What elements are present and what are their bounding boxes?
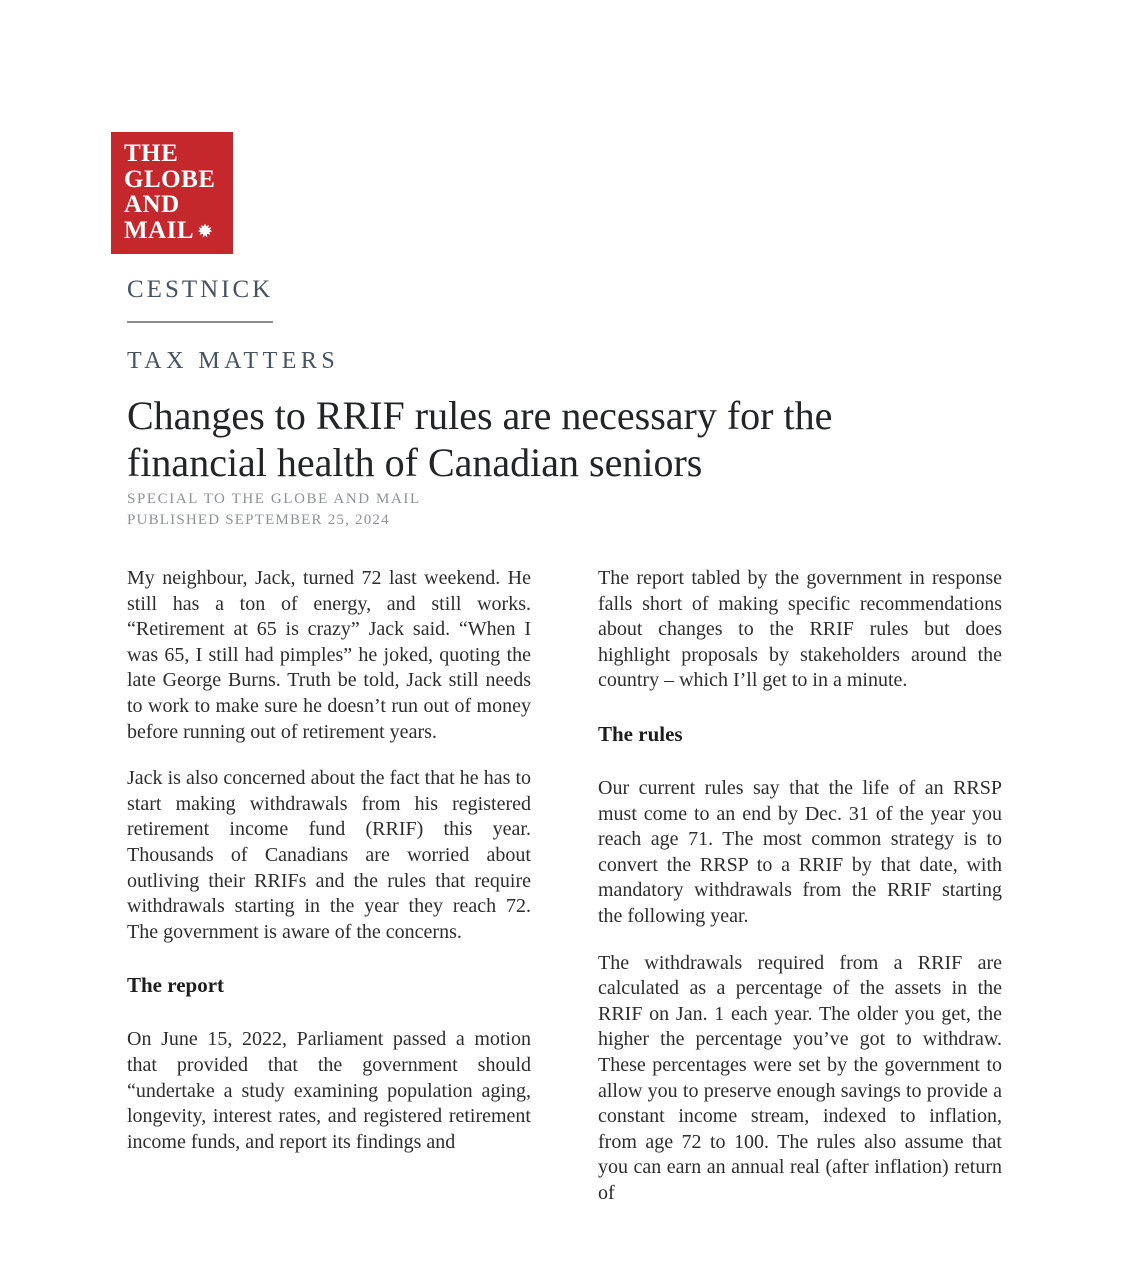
section-heading: The report bbox=[127, 973, 225, 998]
logo-text: THE bbox=[124, 140, 179, 167]
headline-line-2: financial health of Canadian seniors bbox=[127, 440, 703, 485]
logo-line bbox=[124, 167, 233, 193]
article-body bbox=[127, 566, 1003, 1227]
globe-and-mail-logo bbox=[111, 132, 233, 254]
article-paragraph: Jack is also concerned about the fact that he has to start making withdrawals from his registered retirement income fund (RRIF) this year. Thousands of Canadians are worried about outliving their RRIFs and the rules that require withdrawals starting in the year they reach 72. The government is aware of the concerns. bbox=[127, 767, 531, 943]
published-date: PUBLISHED SEPTEMBER 25, 2024 bbox=[127, 512, 390, 528]
article-credit: SPECIAL TO THE GLOBE AND MAIL bbox=[127, 491, 421, 507]
maple-leaf-icon bbox=[197, 223, 213, 239]
logo-line bbox=[124, 218, 233, 244]
headline-line-1: Changes to RRIF rules are necessary for the bbox=[127, 393, 833, 438]
author-byline: CESTNICK bbox=[127, 276, 274, 303]
right-column bbox=[598, 566, 1002, 1227]
divider-rule bbox=[127, 321, 273, 323]
logo-text: GLOBE bbox=[124, 165, 216, 193]
section-kicker: TAX MATTERS bbox=[127, 348, 340, 374]
article-paragraph: The report tabled by the government in response falls short of making specific recommendations about changes to the RRIF rules but does highlight proposals by stakeholders around the country – which I’ll get to in a minute. bbox=[598, 567, 1002, 692]
article-paragraph: Our current rules say that the life of an RRSP must come to an end by Dec. 31 of the year you reach age 71. The most common strategy is to convert the RRSP to a RRIF by that date, with mandatory withdrawals from the RRIF starting the following year. bbox=[598, 776, 1002, 927]
article-headline bbox=[127, 392, 1047, 486]
logo-text: AND bbox=[124, 191, 180, 218]
article-paragraph: My neighbour, Jack, turned 72 last weekend. He still has a ton of energy, and still works. “Retirement at 65 is crazy” Jack said. “When I was 65, I still had pimples” he joked, quoting the late George Burns. Truth be told, Jack still needs to work to make sure he doesn’t run out of money before running out of retirement years. bbox=[127, 567, 531, 743]
article-paragraph: On June 15, 2022, Parliament passed a motion that provided that the government should “undertake a study examining population aging, longevity, interest rates, and registered retirement income funds, and report its findings and bbox=[127, 1028, 531, 1153]
logo-line bbox=[124, 192, 233, 218]
logo-text: MAIL bbox=[124, 216, 195, 244]
section-heading: The rules bbox=[598, 721, 683, 746]
article-paragraph: The withdrawals required from a RRIF are calculated as a percentage of the assets in the RRIF on Jan. 1 each year. The older you get, the higher the percentage you’ve got to withdraw. These percentages were set by the government to allow you to preserve enough savings to provide a constant income stream, indexed to inflation, from age 72 to 100. The rules also assume that you can earn an annual real (after inflation) return of bbox=[598, 951, 1002, 1204]
logo-line bbox=[124, 141, 233, 167]
left-column bbox=[127, 566, 531, 1227]
